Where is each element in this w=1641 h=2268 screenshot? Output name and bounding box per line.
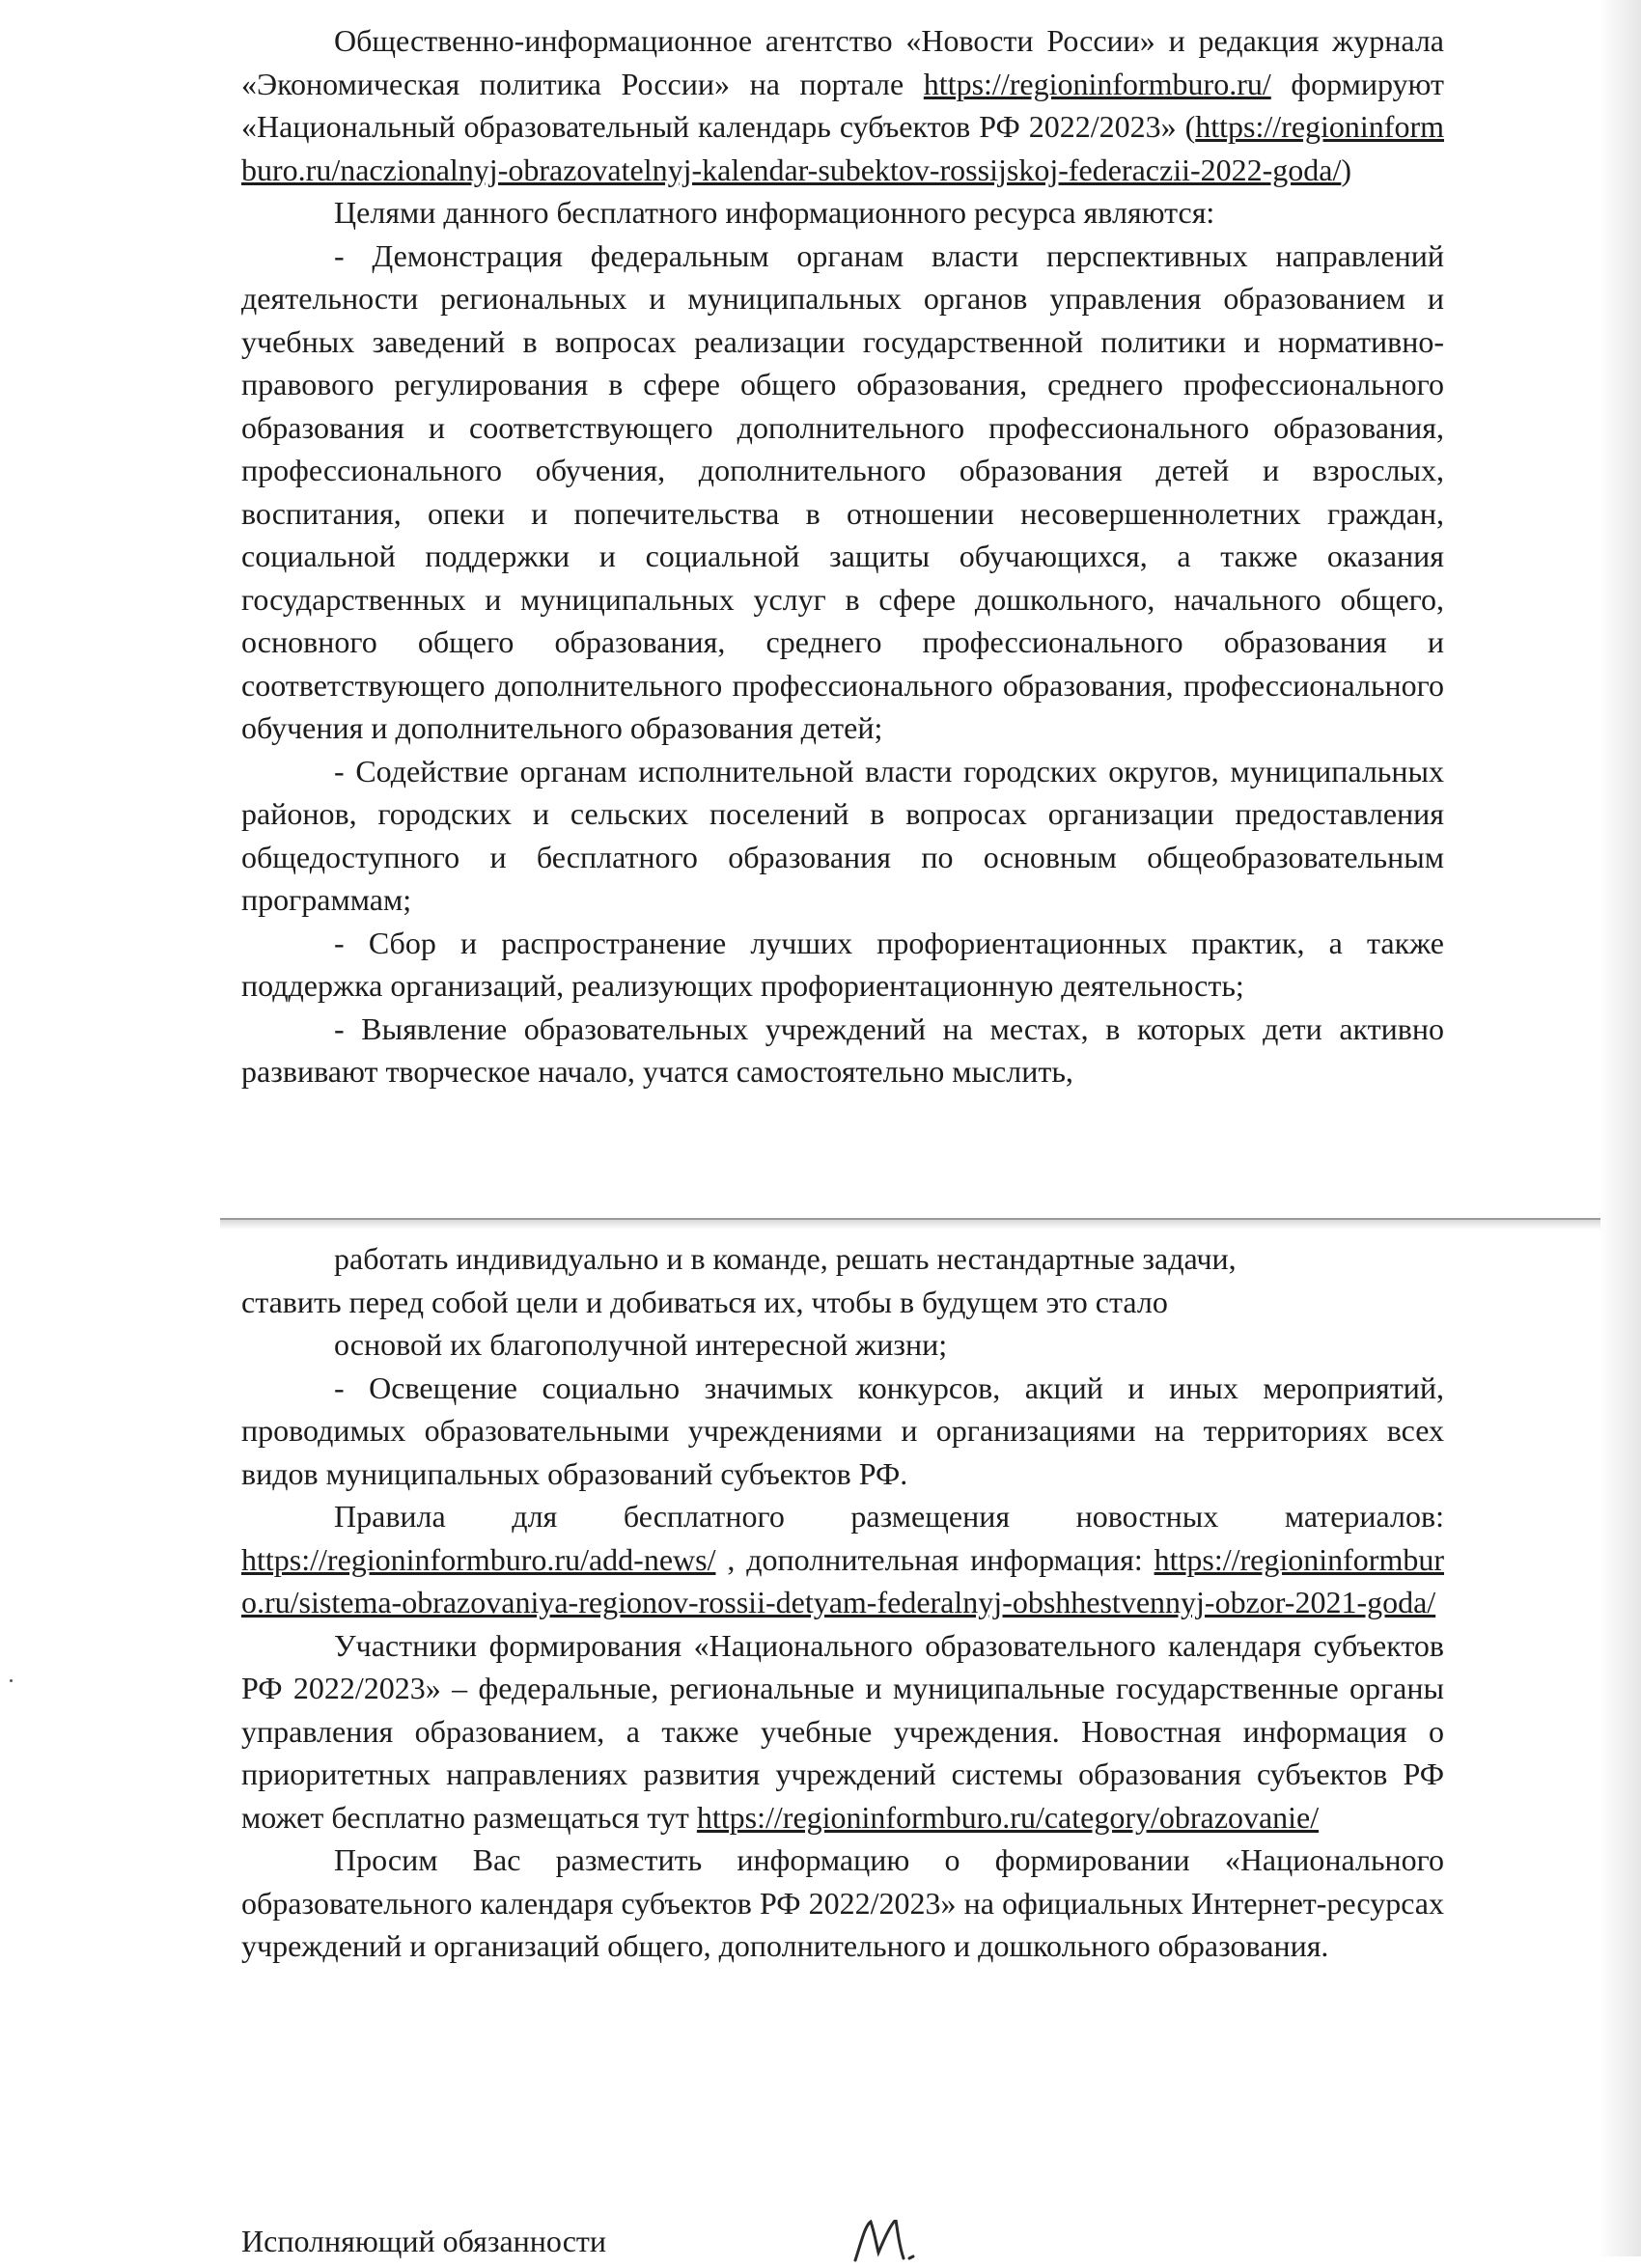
goals-heading: Целями данного бесплатного информационного ресурса являются: bbox=[334, 195, 1215, 230]
intro-text-end: ) bbox=[1341, 152, 1352, 187]
participants-text: Участники формирования «Национального образовательного календаря субъектов РФ 2022/2023» – федеральные, региональные и муниципальные государственные органы управления образованием, а также учебные учреждения. Новостная информация о приоритетных направлениях развития учреждений системы образования субъектов РФ может бесплатно размещаться тут bbox=[241, 1627, 1444, 1835]
signature-label: Исполняющий обязанности bbox=[241, 2224, 607, 2258]
continuation-line-3: основой их благополучной интересной жизни; bbox=[334, 1327, 948, 1362]
goal-item-demonstration: - Демонстрация федеральным органам власти перспективных направлений деятельности региональных и муниципальных органов управления образованием и учебных заведений в вопросах реализации государственной политики и нормативно-правового регулирования в сфере общего образования, среднего профессионального образования и соответствующего дополнительного профессионального образования, профессионального обучения, дополнительного образования детей и взрослых, воспитания, опеки и попечительства в отношении несовершеннолетних граждан, социальной поддержки и социальной защиты обучающихся, а также оказания государственных и муниципальных услуг в сфере дошкольного, начального общего, основного общего образования, среднего профессионального образования и соответствующего дополнительного профессионального образования, профессионального обучения и дополнительного образования детей; bbox=[241, 237, 1444, 745]
rules-text-mid: , дополнительная информация: bbox=[715, 1541, 1154, 1577]
scan-dust-speck bbox=[10, 1679, 13, 1682]
intro-text-mid: формируют «Национальный образовательный календарь субъектов РФ 2022/2023» ( bbox=[241, 66, 1444, 144]
calendar-link[interactable]: https://regioninformburo.ru/naczionalnyj-obrazovatelnyj-kalendar-subektov-rossijskoj-federaczii-2022-goda/ bbox=[241, 109, 1444, 187]
education-category-link[interactable]: https://regioninformburo.ru/category/obrazovanie/ bbox=[696, 1799, 1320, 1835]
intro-paragraph bbox=[241, 19, 1444, 191]
goal-item-identification: - Выявление образовательных учреждений на местах, в которых дети активно развивают творческое начало, учатся самостоятельно мыслить, bbox=[241, 1010, 1444, 1089]
goal-item-coverage: - Освещение социально значимых конкурсов, акций и иных мероприятий, проводимых образовательными учреждениями и организациями на территориях всех видов муниципальных образований субъектов РФ. bbox=[241, 1369, 1444, 1491]
scan-edge-shadow bbox=[1599, 0, 1641, 2256]
continuation-line-1: работать индивидуально и в команде, решать нестандартные задачи, bbox=[334, 1241, 1237, 1276]
request-paragraph: Просим Вас разместить информацию о формировании «Национального образовательного календаря субъектов РФ 2022/2023» на официальных Интернет-ресурсах учреждений и организаций общего, дополнительного и дошкольного образования. bbox=[241, 1842, 1444, 1963]
add-news-link[interactable]: https://regioninformburo.ru/add-news/ bbox=[241, 1541, 716, 1577]
signature-block bbox=[241, 2220, 1110, 2268]
page-overlap-shadow bbox=[220, 1220, 1600, 1230]
upper-page-fragment bbox=[241, 19, 1444, 1093]
continuation-line-2: ставить перед собой цели и добиваться их, чтобы в будущем это стало bbox=[241, 1284, 1168, 1319]
portal-link[interactable]: https://regioninformburo.ru/ bbox=[923, 66, 1271, 101]
goal-item-career-practices: - Сбор и распространение лучших профориентационных практик, а также поддержка организаций, реализующих профориентационную деятельность; bbox=[241, 925, 1444, 1003]
intro-text: Общественно-информационное агентство «Новости России» и редакция журнала «Экономическая политика России» на портале bbox=[241, 23, 1444, 101]
handwritten-signature-icon bbox=[849, 2220, 936, 2268]
additional-info-link[interactable]: https://regioninformburo.ru/sistema-obrazovaniya-regionov-rossii-detyam-federalnyj-obshhestvennyj-obzor-2021-goda/ bbox=[241, 1541, 1444, 1619]
rules-text: Правила для бесплатного размещения новостных материалов: bbox=[334, 1499, 1444, 1534]
goal-item-assistance: - Содействие органам исполнительной власти городских округов, муниципальных районов, городских и сельских поселений в вопросах организации предоставления общедоступного и бесплатного образования по основным общеобразовательным программам; bbox=[241, 753, 1444, 917]
lower-page-fragment bbox=[241, 1237, 1444, 1968]
participants-paragraph bbox=[241, 1624, 1444, 1839]
rules-paragraph bbox=[241, 1495, 1444, 1624]
